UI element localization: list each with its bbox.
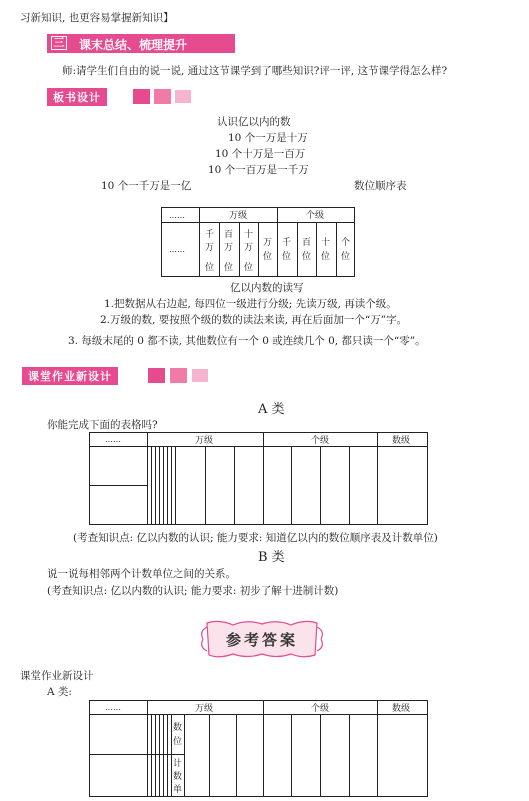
svg-text:位: 位 — [173, 737, 183, 747]
header-text: 习新知识, 也更容易掌握新知识】 — [20, 12, 174, 24]
svg-text:万: 万 — [224, 243, 234, 253]
class-b-note: (考查知识点: 亿以内数的认识; 能力要求: 初步了解十进制计数) — [47, 585, 339, 597]
col-shiwan: 十 — [244, 230, 254, 240]
table-caption: 数位顺序表 — [354, 180, 407, 192]
answer-badge-text: 参考答案 — [225, 631, 299, 649]
tag-square-3 — [175, 90, 191, 103]
svg-text:位: 位 — [341, 252, 351, 262]
class-a-table — [89, 432, 429, 526]
col-qianwan: 千 — [205, 230, 215, 240]
homework-tag: 课堂作业新设计 — [22, 367, 118, 385]
answers-header-yi: 数级 — [392, 704, 411, 714]
class-a-dots: …… — [105, 435, 121, 444]
class-a-header-wan: 万级 — [195, 436, 214, 446]
col-qian: 千 — [282, 238, 292, 248]
col-wan: 万 — [263, 238, 273, 248]
tag-square-2 — [154, 89, 171, 104]
svg-text:位: 位 — [205, 263, 215, 273]
board-line-2: 10 个十万是一百万 — [215, 148, 306, 160]
class-b-title: B 类 — [258, 550, 285, 565]
answers-dots: …… — [105, 703, 121, 712]
board-line-1: 10 个一万是十万 — [228, 132, 308, 144]
rule-2: 2.万级的数, 要按照个级的数的读法来读, 再在后面加一个“万”字。 — [100, 314, 408, 326]
section-number: 三 — [51, 36, 67, 50]
svg-text:位: 位 — [321, 252, 331, 262]
class-b-question: 说一说每相邻两个计数单位之间的关系。 — [47, 568, 236, 580]
row-dots: …… — [169, 245, 185, 254]
reading-title: 亿以内数的读写 — [230, 282, 304, 294]
header-wan: 万级 — [229, 211, 248, 221]
col-baiwan: 百 — [224, 230, 234, 240]
board-design-tag: 板书设计 — [47, 88, 107, 106]
tag-square-4 — [148, 368, 165, 383]
header-ge: 个级 — [306, 211, 325, 221]
tag-square-6 — [192, 369, 208, 382]
rule-1: 1.把数据从右边起, 每四位一级进行分级; 先读万级, 再读个级。 — [104, 298, 397, 310]
class-a-question: 你能完成下面的表格吗? — [47, 419, 158, 431]
svg-text:数: 数 — [173, 772, 183, 782]
answer-badge — [199, 617, 325, 661]
svg-text:万: 万 — [244, 243, 254, 253]
svg-text:位: 位 — [224, 263, 234, 273]
answers-table — [89, 700, 429, 798]
svg-text:位: 位 — [263, 252, 273, 262]
svg-text:位: 位 — [282, 252, 292, 262]
answers-heading: 课堂作业新设计 — [20, 670, 94, 682]
col-ge: 个 — [341, 238, 351, 248]
teacher-question: 师:请学生们自由的说一说, 通过这节课学到了哪些知识?评一评, 这节课学得怎么样? — [62, 65, 448, 77]
svg-text:位: 位 — [244, 263, 254, 273]
col-shi: 十 — [321, 238, 331, 248]
section-banner — [47, 34, 235, 53]
rule-3: 3. 每级末尾的 0 都不读, 其他数位有一个 0 或连续几个 0, 都只读一个“零”。 — [68, 335, 426, 347]
class-a-title: A 类 — [258, 402, 285, 417]
section-title: 课末总结、梳理提升 — [79, 38, 188, 52]
board-line-3: 10 个一百万是一千万 — [208, 164, 309, 176]
answers-sub: A 类: — [47, 686, 72, 698]
svg-text:万: 万 — [205, 243, 215, 253]
svg-text:单: 单 — [173, 785, 183, 795]
answers-row-label-2: 计 — [173, 759, 183, 769]
tag-square-1 — [133, 89, 150, 104]
tag-square-5 — [170, 368, 187, 383]
svg-text:位: 位 — [302, 252, 312, 262]
class-a-header-yi: 数级 — [392, 436, 411, 446]
answers-row-label-1: 数 — [173, 723, 183, 733]
board-title: 认识亿以内的数 — [217, 116, 291, 128]
answers-header-wan: 万级 — [195, 704, 214, 714]
class-a-note: (考查知识点: 亿以内数的认识; 能力要求: 知道亿以内的数位顺序表及计数单位) — [73, 532, 438, 544]
table-dots: …… — [169, 211, 185, 220]
place-value-table — [161, 207, 356, 279]
col-bai: 百 — [302, 238, 312, 248]
answers-header-ge: 个级 — [311, 704, 330, 714]
board-line-4: 10 个一千万是一亿 — [101, 180, 192, 192]
class-a-header-ge: 个级 — [311, 436, 330, 446]
